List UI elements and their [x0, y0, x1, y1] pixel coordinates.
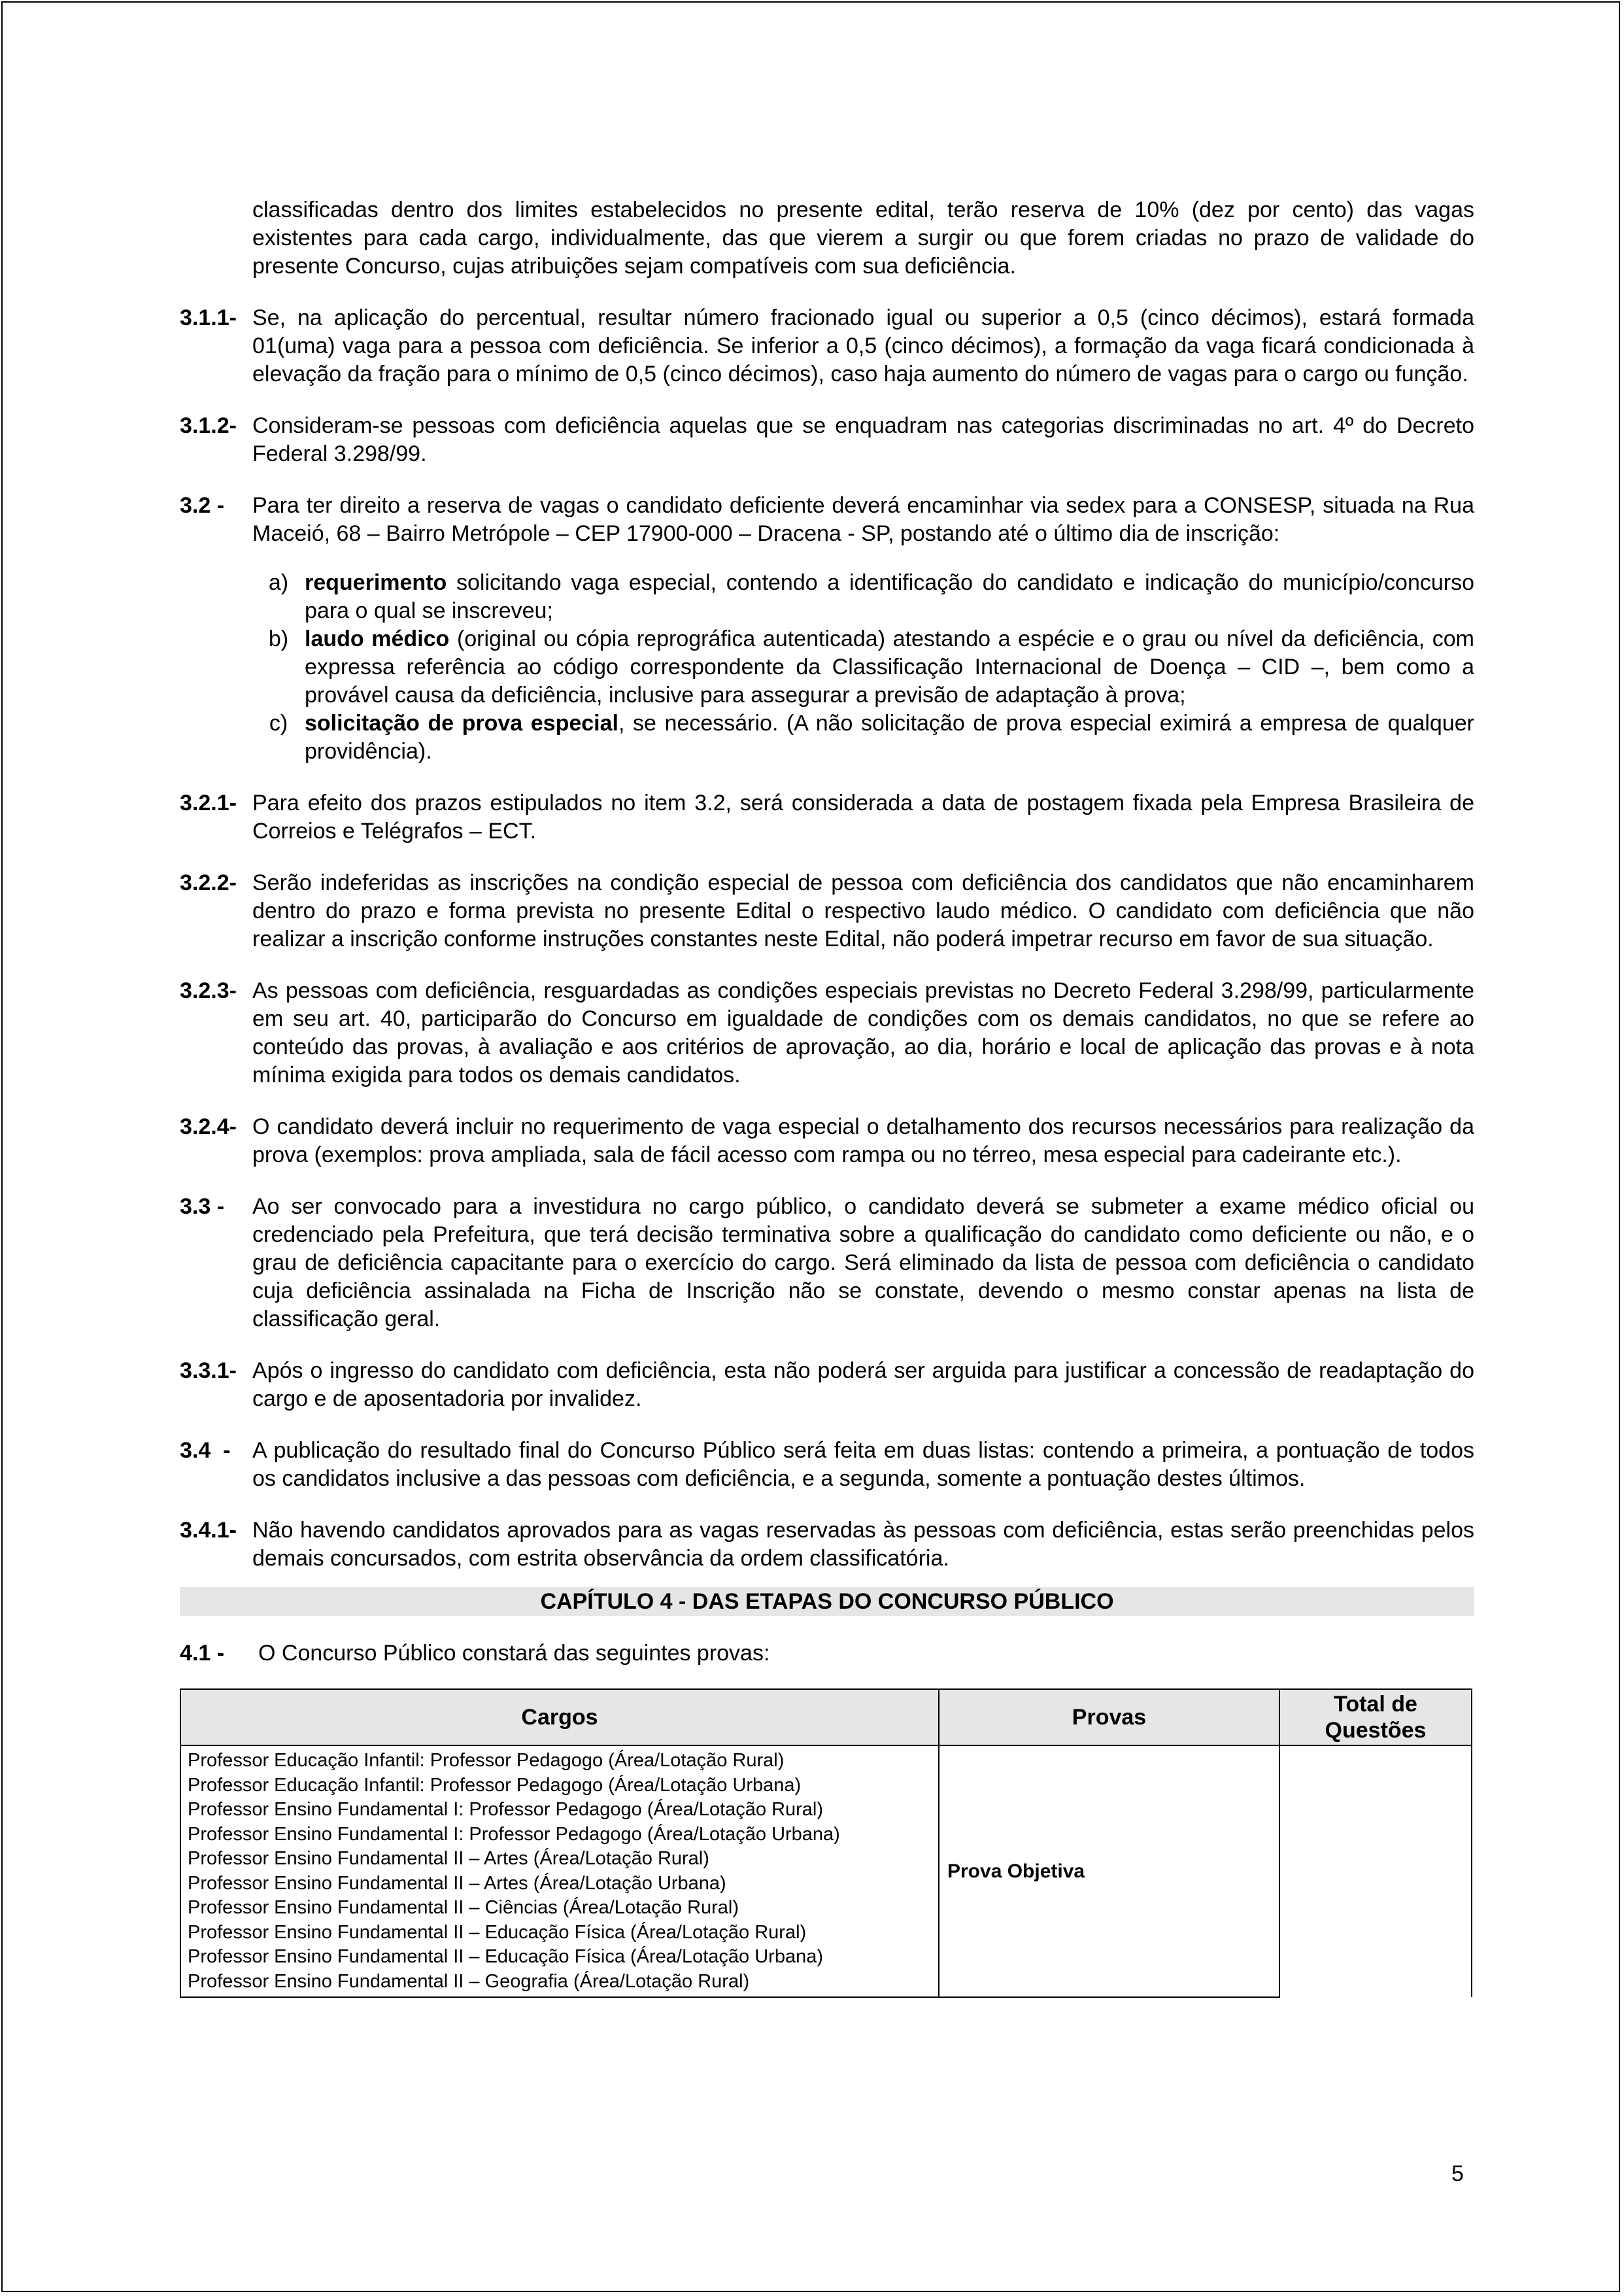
cargo-item: Professor Educação Infantil: Professor Pedagogo (Área/Lotação Urbana) — [188, 1774, 802, 1796]
section-number: 3.2.4- — [180, 1114, 237, 1139]
paragraph-text: classificadas dentro dos limites estabelecidos no presente edital, terão reserva de 10% (dez por cento) das vagas existentes para cada cargo, individualmente, das que vierem a surgir ou que forem criadas no prazo de validade do presente Concurso, cujas atribuições sejam compatíveis com sua deficiência. — [252, 197, 1474, 279]
table-header-row — [180, 1689, 1472, 1745]
list-item-c — [252, 710, 1474, 766]
list-label: a) — [268, 570, 289, 595]
section-text: Ao ser convocado para a investidura no cargo público, o candidato deverá se submeter a exame médico oficial ou credenciado pela Prefeitura, que terá decisão terminativa sobre a qualificação do candidato como deficiente ou não, e o grau de deficiência capacitante para o exercício do cargo. Será eliminado da lista de pessoa com deficiência o candidato cuja deficiência assinalada na Ficha de Inscrição não se constate, devendo o mesmo constar apenas na lista de classificação geral. — [252, 1194, 1474, 1331]
list-text — [305, 710, 1474, 766]
section-number: 3.3 - — [180, 1194, 225, 1219]
section-text: O candidato deverá incluir no requerimento de vaga especial o detalhamento dos recursos necessários para realização da prova (exemplos: prova ampliada, sala de fácil acesso com rampa ou no térreo, mesa especial para cadeirante etc.). — [252, 1114, 1474, 1167]
list-item-b — [252, 625, 1474, 710]
section-3-2-3 — [180, 977, 1474, 1089]
section-3-2-2 — [180, 869, 1474, 953]
section-3-2-1 — [180, 789, 1474, 846]
section-text: Não havendo candidatos aprovados para as vagas reservadas às pessoas com deficiência, estas serão preenchidas pelos demais concursados, com estrita observância da ordem classificatória. — [252, 1518, 1474, 1571]
list-term: laudo médico — [305, 626, 450, 651]
cargos-cell — [180, 1745, 939, 1997]
section-3-2 — [180, 492, 1474, 548]
section-3-3 — [180, 1193, 1474, 1333]
column-header-total: Total de Questões — [1279, 1689, 1472, 1745]
section-3-1-1 — [180, 304, 1474, 388]
cargo-item: Professor Ensino Fundamental II – Ciências (Área/Lotação Rural) — [188, 1897, 739, 1918]
list-label: b) — [268, 626, 289, 651]
list-item-a — [252, 569, 1474, 625]
cargo-item: Professor Ensino Fundamental II – Educação Física (Área/Lotação Urbana) — [188, 1946, 824, 1967]
section-number: 4.1 - — [180, 1641, 225, 1666]
page-number: 5 — [1451, 2161, 1464, 2186]
section-3-2-4 — [180, 1113, 1474, 1169]
chapter-heading: CAPÍTULO 4 - DAS ETAPAS DO CONCURSO PÚBLICO — [180, 1587, 1474, 1616]
cargo-item: Professor Ensino Fundamental II – Educação Física (Área/Lotação Rural) — [188, 1921, 807, 1943]
section-text: Se, na aplicação do percentual, resultar número fracionado igual ou superior a 0,5 (cinco décimos), estará formada 01(uma) vaga para a pessoa com deficiência. Se inferior a 0,5 (cinco décimos), a formação da vaga ficará condicionada à elevação da fração para o mínimo de 0,5 (cinco décimos), caso haja aumento do número de vagas para o cargo ou função. — [252, 305, 1474, 386]
section-text: Para ter direito a reserva de vagas o candidato deficiente deverá encaminhar via sedex para a CONSESP, situada na Rua Maceió, 68 – Bairro Metrópole – CEP 17900-000 – Dracena - SP, postando até o último dia de inscrição: — [252, 493, 1474, 546]
cargo-item: Professor Ensino Fundamental II – Geografia (Área/Lotação Rural) — [188, 1970, 750, 1992]
cargo-item: Professor Educação Infantil: Professor Pedagogo (Área/Lotação Rural) — [188, 1750, 785, 1771]
section-text: A publicação do resultado final do Concurso Público será feita em duas listas: contendo a primeira, a pontuação de todos os candidatos inclusive a das pessoas com deficiência, e a segunda, somente a pontuação destes últimos. — [252, 1438, 1474, 1491]
section-number: 3.2 - — [180, 493, 225, 518]
list-text — [305, 569, 1474, 625]
section-text: O Concurso Público constará das seguintes provas: — [258, 1641, 770, 1666]
list-label: c) — [269, 711, 288, 736]
section-number: 3.4.1- — [180, 1518, 237, 1543]
section-3-1-2 — [180, 412, 1474, 468]
cargo-item: Professor Ensino Fundamental I: Professor Pedagogo (Área/Lotação Rural) — [188, 1799, 824, 1820]
section-3-4 — [180, 1437, 1474, 1493]
total-questoes-cell — [1279, 1745, 1472, 1997]
section-number: 3.1.2- — [180, 413, 237, 438]
document-body — [180, 196, 1474, 1998]
list-text — [305, 625, 1474, 710]
column-header-cargos: Cargos — [180, 1689, 939, 1745]
list-description: , se necessário. (A não solicitação de prova especial eximirá a empresa de qualquer providência). — [305, 711, 1474, 764]
requirements-list — [252, 569, 1474, 766]
list-term: solicitação de prova especial — [305, 711, 618, 736]
section-text: Após o ingresso do candidato com deficiência, esta não poderá ser arguida para justificar a concessão de readaptação do cargo e de aposentadoria por invalidez. — [252, 1358, 1474, 1411]
table-row — [180, 1745, 1472, 1997]
prova-cell: Prova Objetiva — [939, 1745, 1279, 1997]
section-text: As pessoas com deficiência, resguardadas as condições especiais previstas no Decreto Federal 3.298/99, particularmente em seu art. 40, participarão do Concurso em igualdade de condições com os demais candidatos, no que se refere ao conteúdo das provas, à avaliação e aos critérios de aprovação, ao dia, horário e local de aplicação das provas e à nota mínima exigida para todos os demais candidatos. — [252, 978, 1474, 1088]
section-3-4-1 — [180, 1516, 1474, 1573]
section-text: Consideram-se pessoas com deficiência aquelas que se enquadram nas categorias discriminadas no art. 4º do Decreto Federal 3.298/99. — [252, 413, 1474, 466]
section-3-3-1 — [180, 1357, 1474, 1413]
section-number: 3.2.3- — [180, 978, 237, 1003]
section-text: Serão indeferidas as inscrições na condição especial de pessoa com deficiência dos candidatos que não encaminharem dentro do prazo e forma prevista no presente Edital o respectivo laudo médico. O candidato com deficiência que não realizar a inscrição conforme instruções constantes neste Edital, não poderá impetrar recurso em favor de sua situação. — [252, 870, 1474, 951]
exams-table — [180, 1688, 1472, 1998]
intro-continuation — [180, 196, 1474, 281]
cargo-item: Professor Ensino Fundamental I: Professor Pedagogo (Área/Lotação Urbana) — [188, 1823, 840, 1845]
section-number: 3.2.1- — [180, 791, 237, 815]
section-4-1 — [180, 1639, 1474, 1668]
section-number: 3.1.1- — [180, 305, 237, 330]
section-number: 3.2.2- — [180, 870, 237, 895]
section-text: Para efeito dos prazos estipulados no item 3.2, será considerada a data de postagem fixada pela Empresa Brasileira de Correios e Telégrafos – ECT. — [252, 791, 1474, 844]
column-header-provas: Provas — [939, 1689, 1279, 1745]
section-number: 3.4 - — [180, 1438, 231, 1463]
list-description: (original ou cópia reprográfica autenticada) atestando a espécie e o grau ou nível da deficiência, com expressa referência ao código correspondente da Classificação Internacional de Doença – CID –, bem como a provável causa da deficiência, inclusive para assegurar a previsão de adaptação à prova; — [305, 626, 1475, 708]
list-description: solicitando vaga especial, contendo a identificação do candidato e indicação do município/concurso para o qual se inscreveu; — [305, 570, 1474, 623]
cargo-item: Professor Ensino Fundamental II – Artes (Área/Lotação Urbana) — [188, 1872, 726, 1894]
section-number: 3.3.1- — [180, 1358, 237, 1383]
list-term: requerimento — [305, 570, 447, 595]
cargo-item: Professor Ensino Fundamental II – Artes (Área/Lotação Rural) — [188, 1848, 709, 1869]
